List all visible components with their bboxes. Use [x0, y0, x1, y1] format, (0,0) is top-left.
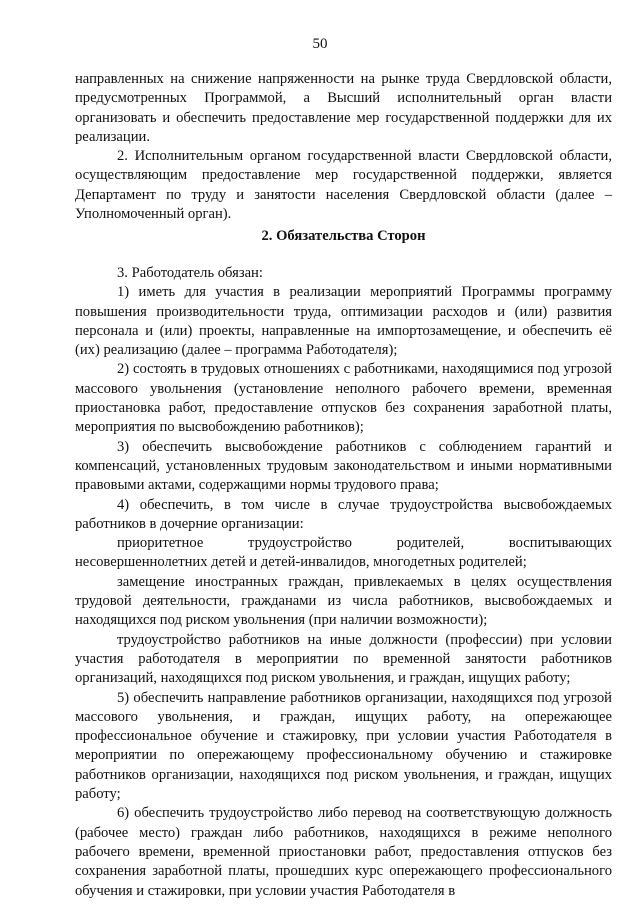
obligation-item-4: 4) обеспечить, в том числе в случае трудоустройства высвобождаемых работников в дочерние организации:: [75, 496, 612, 532]
paragraph-2: 2. Исполнительным органом государственной власти Свердловской области, осуществляющим предоставление мер государственной поддержки, является Департамент по труду и занятости населения Свердловской области (далее – Уполномоченный орган).: [75, 148, 612, 223]
obligation-item-4-replacement: замещение иностранных граждан, привлекаемых в целях осуществления трудовой деятельности, гражданами из числа работников, высвобождаемых и находящихся под риском увольнения (при наличии возможности);: [75, 573, 612, 629]
section-heading: 2. Обязательства Сторон: [261, 228, 426, 244]
page-number: 50: [312, 36, 328, 52]
paragraph-3: 3. Работодатель обязан:: [117, 265, 263, 281]
obligation-item-3: 3) обеспечить высвобождение работников с соблюдением гарантий и компенсаций, установленных трудовым законодательством и иными нормативными правовыми актами, содержащими нормы трудового права;: [75, 438, 612, 494]
paragraph-continuation: направленных на снижение напряженности на рынке труда Свердловской области, предусмотренных Программой, а Высший исполнительный орган власти организовать и обеспечить предоставление мер государственной поддержки для их реализации.: [75, 71, 612, 145]
obligation-item-1: 1) иметь для участия в реализации мероприятий Программы программу повышения производительности труда, оптимизации расходов и (или) развития персонала и (или) проекты, направленные на импортозамещение, и обеспечить её (их) реализацию (далее – программа Работодателя);: [75, 284, 612, 359]
obligation-item-5: 5) обеспечить направление работников организации, находящихся под угрозой массового увольнения, и граждан, ищущих работу, на опережающее профессиональное обучение и стажировку, при условии участия Работодателя в мероприятии по опережающему профессиональному обучению и стажировке работников организации, находящихся под риском увольнения, и граждан, ищущих работу;: [75, 689, 612, 803]
obligation-item-4-employment: трудоустройство работников на иные должности (профессии) при условии участия работодателя в мероприятии по временной занятости работников организаций, находящихся под риском увольнения, и граждан, ищущих работу;: [75, 631, 612, 687]
obligation-item-4-priority: приоритетное трудоустройство родителей, воспитывающих несовершеннолетних детей и детей-инвалидов, многодетных родителей;: [75, 535, 612, 571]
obligation-item-2: 2) состоять в трудовых отношениях с работниками, находящимися под угрозой массового увольнения (установление неполного рабочего времени, временная приостановка работ, предоставление отпусков без сохранения заработной платы, мероприятия по высвобождению работников);: [75, 361, 612, 436]
intro-block: [75, 70, 612, 224]
obligation-item-6: 6) обеспечить трудоустройство либо перевод на соответствующую должность (рабочее место) граждан либо работников, находящихся в режиме неполного рабочего времени, временной приостановки работ, предоставления отпусков без сохранения заработной платы, прошедших курс опережающего профессионального обучения и стажировки, при условии участия Работодателя в: [75, 805, 612, 899]
obligations-block: [75, 264, 612, 901]
